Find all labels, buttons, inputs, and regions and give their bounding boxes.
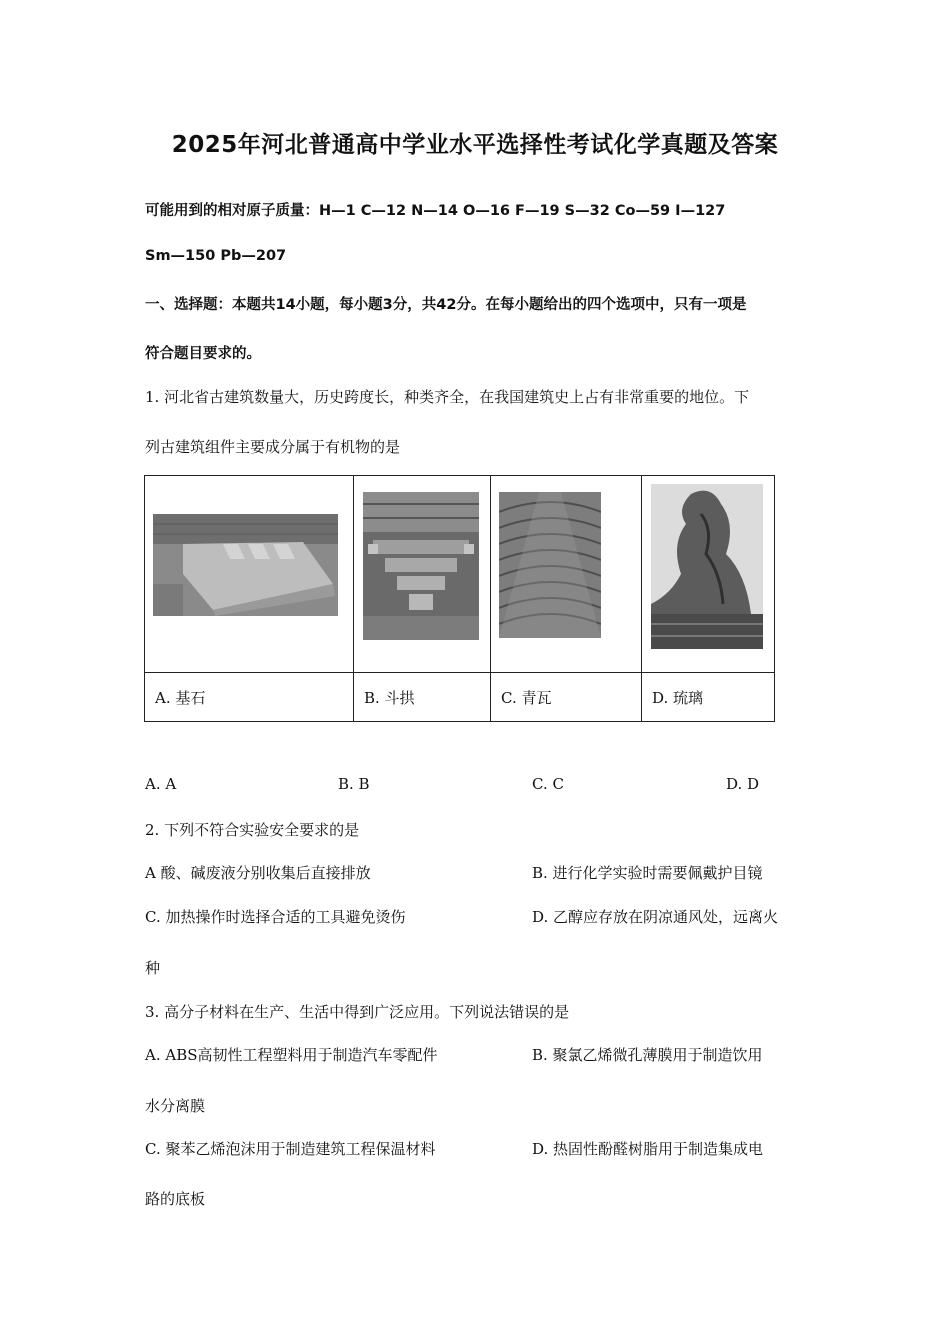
atomic-mass-line-2: Sm—150 Pb—207	[145, 248, 287, 264]
figure-cell-a	[145, 476, 354, 673]
caption-a: A. 基石	[145, 673, 354, 722]
figure-cell-d	[642, 476, 775, 673]
q1-stem-line-1: 1. 河北省古建筑数量大，历史跨度长，种类齐全，在我国建筑史上占有非常重要的地位。下	[145, 388, 750, 406]
q3-option-b: B. 聚氯乙烯微孔薄膜用于制造饮用	[532, 1046, 763, 1064]
glazed-ornament-image	[651, 484, 763, 649]
stone-foundation-image	[153, 514, 338, 616]
q3-option-a: A. ABS高韧性工程塑料用于制造汽车零配件	[145, 1046, 438, 1064]
grey-tile-roof-image	[499, 492, 601, 638]
caption-c: C. 青瓦	[491, 673, 642, 722]
q3-option-c: C. 聚苯乙烯泡沫用于制造建筑工程保温材料	[145, 1140, 436, 1158]
q1-option-d: D. D	[726, 775, 760, 793]
caption-d: D. 琉璃	[642, 673, 775, 722]
section-heading-line-2: 符合题目要求的。	[145, 346, 261, 362]
q1-option-b: B. B	[338, 775, 370, 793]
q1-stem-line-2: 列古建筑组件主要成分属于有机物的是	[145, 438, 401, 456]
figure-cell-c	[491, 476, 642, 673]
atomic-mass-line-1: 可能用到的相对原子质量：H—1 C—12 N—14 O—16 F—19 S—32 Co—59 I—127	[145, 203, 726, 219]
q2-option-d-wrap: 种	[145, 959, 161, 977]
q1-option-c: C. C	[532, 775, 564, 793]
q3-option-b-wrap: 水分离膜	[145, 1097, 206, 1115]
figure-cell-b	[354, 476, 491, 673]
page-title: 2025年河北普通高中学业水平选择性考试化学真题及答案	[171, 132, 779, 158]
q2-option-a: A 酸、碱废液分别收集后直接排放	[145, 864, 371, 882]
caption-b: B. 斗拱	[354, 673, 491, 722]
q3-option-d: D. 热固性酚醛树脂用于制造集成电	[532, 1140, 764, 1158]
section-heading-line-1: 一、选择题：本题共14小题，每小题3分，共42分。在每小题给出的四个选项中，只有一项是	[145, 297, 747, 313]
q2-option-b: B. 进行化学实验时需要佩戴护目镜	[532, 864, 763, 882]
bracket-set-image	[363, 492, 479, 640]
q2-option-d: D. 乙醇应存放在阴凉通风处，远离火	[532, 908, 779, 926]
q2-stem: 2. 下列不符合实验安全要求的是	[145, 821, 360, 839]
q3-stem: 3. 高分子材料在生产、生活中得到广泛应用。下列说法错误的是	[145, 1003, 570, 1021]
q2-option-c: C. 加热操作时选择合适的工具避免烫伤	[145, 908, 406, 926]
q1-option-a: A. A	[145, 775, 177, 793]
q3-option-d-wrap: 路的底板	[145, 1190, 206, 1208]
q1-figure-table	[144, 475, 775, 722]
